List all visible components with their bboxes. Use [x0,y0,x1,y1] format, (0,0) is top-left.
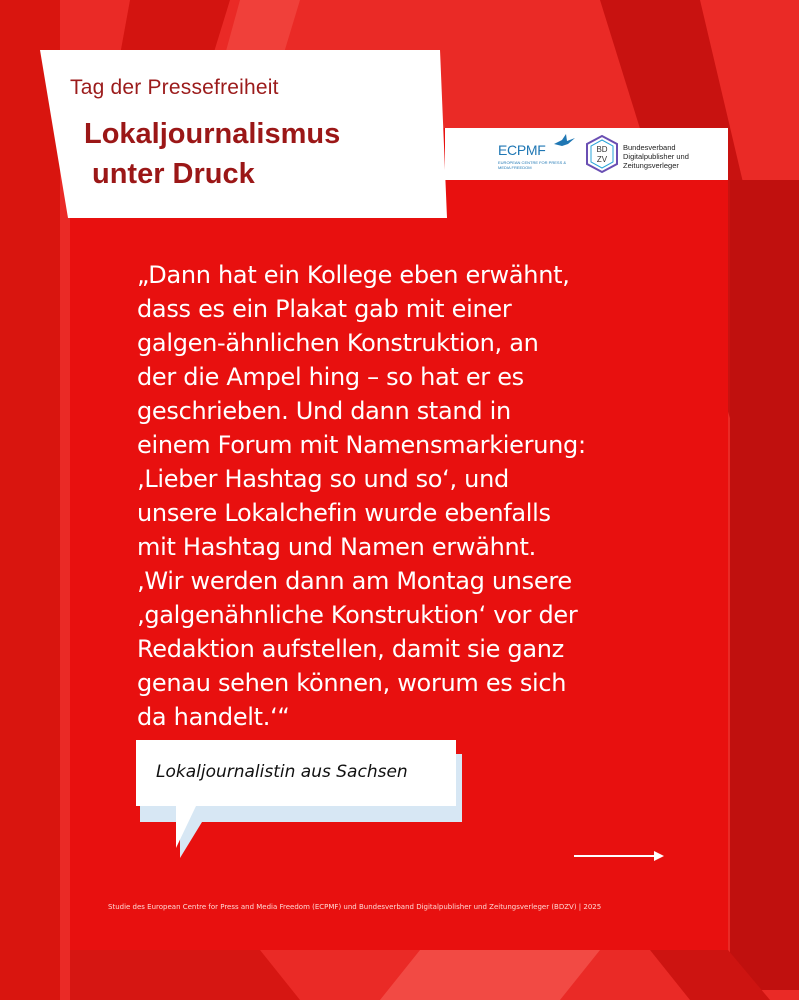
quote-line: Redaktion aufstellen, damit sie ganz [137,635,564,663]
ecpmf-subtitle: EUROPEAN CENTRE FOR PRESS & MEDIA FREEDOM [498,160,567,170]
svg-text:ZV: ZV [596,155,608,164]
bdzv-mark-icon [585,135,619,173]
quote-line: „Dann hat ein Kollege eben erwähnt, [137,261,570,289]
ecpmf-logo [498,134,578,176]
bdzv-logo [585,135,720,175]
quote-line: einem Forum mit Namensmarkierung: [137,431,586,459]
quote-line: genau sehen können, worum es sich [137,669,567,697]
bdzv-name-line: Zeitungsverleger [623,161,679,170]
quote-line: dass es ein Plakat gab mit einer [137,295,512,323]
quote-line: da handelt.‘“ [137,703,290,731]
quote-line: der die Ampel hing – so hat er es [137,363,524,391]
bdzv-name [623,143,723,170]
arrow-right-icon[interactable] [574,850,666,862]
kicker-text: Tag der Pressefreiheit [70,76,279,99]
quote-line: geschrieben. Und dann stand in [137,397,511,425]
svg-text:BD: BD [596,145,608,154]
quote-text [137,258,677,734]
bdzv-name-line: Digitalpublisher und [623,152,689,161]
footer-credit: Studie des European Centre for Press and Media Freedom (ECPMF) und Bundesverband Digitalpublisher und Zeitungsverleger (BDZV) | 2025 [108,903,602,911]
bird-icon [552,134,576,150]
ecpmf-wordmark: ECPMF [498,142,546,158]
headline-line: Lokaljournalismus [84,118,341,150]
title-card [40,50,450,220]
bdzv-name-line: Bundesverband [623,143,676,152]
attribution-speech-bubble [136,740,462,860]
quote-line: ‚galgenähnliche Konstruktion‘ vor der [137,601,578,629]
quote-line: ‚Lieber Hashtag so und so‘, und [137,465,509,493]
attribution-text: Lokaljournalistin aus Sachsen [156,762,408,782]
quote-line: galgen-ähnlichen Konstruktion, an [137,329,539,357]
page-title [84,114,340,194]
headline-line: unter Druck [92,158,255,190]
quote-line: mit Hashtag und Namen erwähnt. [137,533,536,561]
quote-line: ‚Wir werden dann am Montag unsere [137,567,572,595]
quote-line: unsere Lokalchefin wurde ebenfalls [137,499,551,527]
